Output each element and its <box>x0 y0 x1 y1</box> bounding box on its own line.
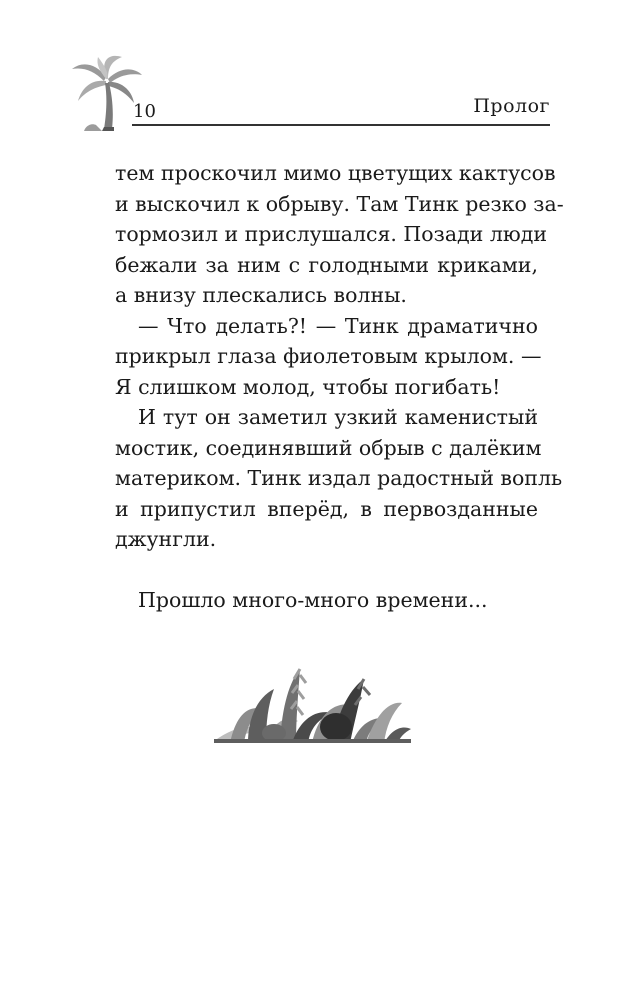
text-line: мостик, соединявший обрыв с далёким <box>115 435 542 460</box>
text-line: тем проскочил мимо цветущих кактусов <box>115 161 556 185</box>
paragraph <box>115 158 564 311</box>
body-text <box>115 158 564 615</box>
palm-tree-icon <box>70 55 142 131</box>
chapter-title: Пролог <box>473 95 550 117</box>
text-line: материком. Тинк издал радостный вопль <box>115 466 563 490</box>
text-line: джунгли. <box>115 527 217 551</box>
paragraph <box>115 585 538 616</box>
text-line: тормозил и прислушался. Позади люди <box>115 222 548 246</box>
page-number: 10 <box>133 101 156 122</box>
jungle-foliage-illustration <box>214 665 411 743</box>
text-line: а внизу плескались волны. <box>115 283 407 307</box>
text-line: прикрыл глаза фиолетовым крылом. — <box>115 344 542 368</box>
text-line: Я слишком молод, чтобы погибать! <box>115 374 501 399</box>
page-header <box>70 55 550 135</box>
closing-line: Прошло много-много времени... <box>138 587 488 612</box>
text-line: бежали за ним с голодными криками, <box>115 252 538 277</box>
text-line: И тут он заметил узкий каменистый <box>138 405 538 429</box>
text-line: — Что делать?! — Тинк драматично <box>138 313 538 338</box>
paragraph <box>115 402 563 555</box>
text-line: и припустил вперёд, в первозданные <box>115 496 538 521</box>
paragraph <box>115 311 542 403</box>
text-line: и выскочил к обрыву. Там Тинк резко за- <box>115 191 564 216</box>
header-rule <box>132 124 550 126</box>
